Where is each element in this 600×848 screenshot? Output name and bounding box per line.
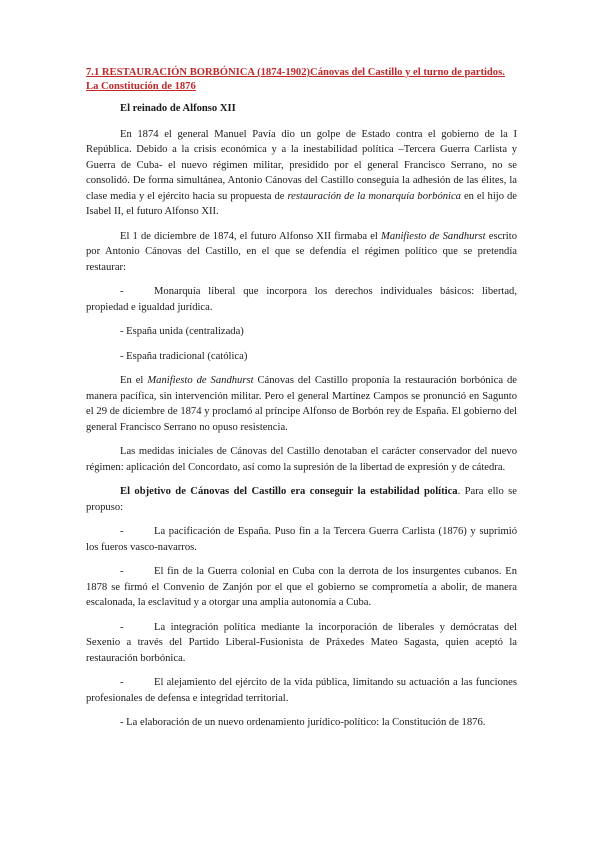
list-dash: - xyxy=(120,677,124,688)
list-item: - España tradicional (católica) xyxy=(120,350,248,362)
section-title: 7.1 RESTAURACIÓN BORBÓNICA (1874-1902)Cánovas del Castillo y el turno de partidos. La Constitución de 1876 xyxy=(86,67,505,92)
paragraph-text: El 1 de diciembre de 1874, el futuro Alfonso XII firmaba el xyxy=(120,230,382,242)
list-dash: - xyxy=(120,566,124,577)
paragraph-text: Cánovas del Castillo proponía la restauración borbónica de manera pacífica, sin intervención militar. Pero el general Martínez Campos se pronunció en Sagunto el 29 de diciembre de 1874 y proclamó al príncipe Alfonso de Borbón rey de España. El gobierno del general Francisco Serrano no opuso resistencia. xyxy=(86,375,517,433)
list-item-text: La integración política mediante la incorporación de liberales y demócratas del Sexenio a través del Partido Liberal-Fusionista de Práxedes Mateo Sagasta, quien aceptó la restauración borbónica. xyxy=(86,621,517,664)
list-item xyxy=(86,620,517,667)
italic-phrase: restauración de la monarquía borbónica xyxy=(287,190,461,202)
list-dash: - xyxy=(120,286,124,297)
italic-phrase: Manifiesto de Sandhurst xyxy=(147,375,254,386)
list-item xyxy=(86,284,517,315)
paragraph-martinez-campos xyxy=(86,373,517,435)
paragraph-medidas: Las medidas iniciales de Cánovas del Castillo denotaban el carácter conservador del nuevo régimen: aplicación del Concordato, así como la supresión de la libertad de expresión y de cátedra. xyxy=(86,446,517,473)
document-body xyxy=(86,66,517,740)
paragraph-text: . Para ello se propuso: xyxy=(86,486,517,513)
italic-phrase: Manifiesto de Sandhurst xyxy=(381,230,486,242)
list-item-text: Monarquía liberal que incorpora los derechos individuales básicos: libertad, propiedad e igualdad jurídica. xyxy=(86,286,517,313)
paragraph-sandhurst xyxy=(86,229,517,276)
list-dash: - xyxy=(120,621,124,633)
paragraph-text: En 1874 el general Manuel Pavía dio un golpe de Estado contra el gobierno de la I República. Debido a la crisis económica y a la inestabilidad política –Tercera Guerra Carlista y Guerra de Cuba- el nuevo régimen militar, presidido por el general Francisco Serrano, no se consolidó. De forma simultánea, Antonio Cánovas del Castillo conseguía la adhesión de las élites, la clase media y el ejército hacia su propuesta de xyxy=(86,128,517,202)
list-item xyxy=(86,524,517,555)
list-item-text: El fin de la Guerra colonial en Cuba con la derrota de los insurgentes cubanos. En 1878 se firmó el Convenio de Zanjón por el que el gobierno se comprometía a abolir, de manera escalonada, la esclavitud y a otorgar una amplia autonomía a Cuba. xyxy=(86,566,517,608)
list-item: - España unida (centralizada) xyxy=(120,326,244,337)
list-item-text: La pacificación de España. Puso fin a la Tercera Guerra Carlista (1876) y suprimió los fueros vasco-navarros. xyxy=(86,526,517,553)
list-item: - La elaboración de un nuevo ordenamiento jurídico-político: la Constitución de 1876. xyxy=(120,717,486,728)
paragraph-pavia xyxy=(86,127,517,220)
paragraph-text: en el hijo de Isabel II, el futuro Alfonso XII. xyxy=(86,190,517,217)
list-dash: - xyxy=(120,526,124,537)
paragraph-text: En el xyxy=(120,375,148,386)
paragraph-text: escrito por Antonio Cánovas del Castillo, en el que se defendía el régimen político que se pretendía restaurar: xyxy=(86,230,517,273)
bold-phrase: El objetivo de Cánovas del Castillo era conseguir la estabilidad política xyxy=(120,486,458,497)
list-item xyxy=(86,564,517,611)
list-item xyxy=(86,675,517,706)
list-item-text: El alejamiento del ejército de la vida pública, limitando su actuación a las funciones profesionales de defensa e integridad territorial. xyxy=(86,677,517,704)
paragraph-objetivo xyxy=(86,484,517,515)
subheading: El reinado de Alfonso XII xyxy=(120,103,236,114)
